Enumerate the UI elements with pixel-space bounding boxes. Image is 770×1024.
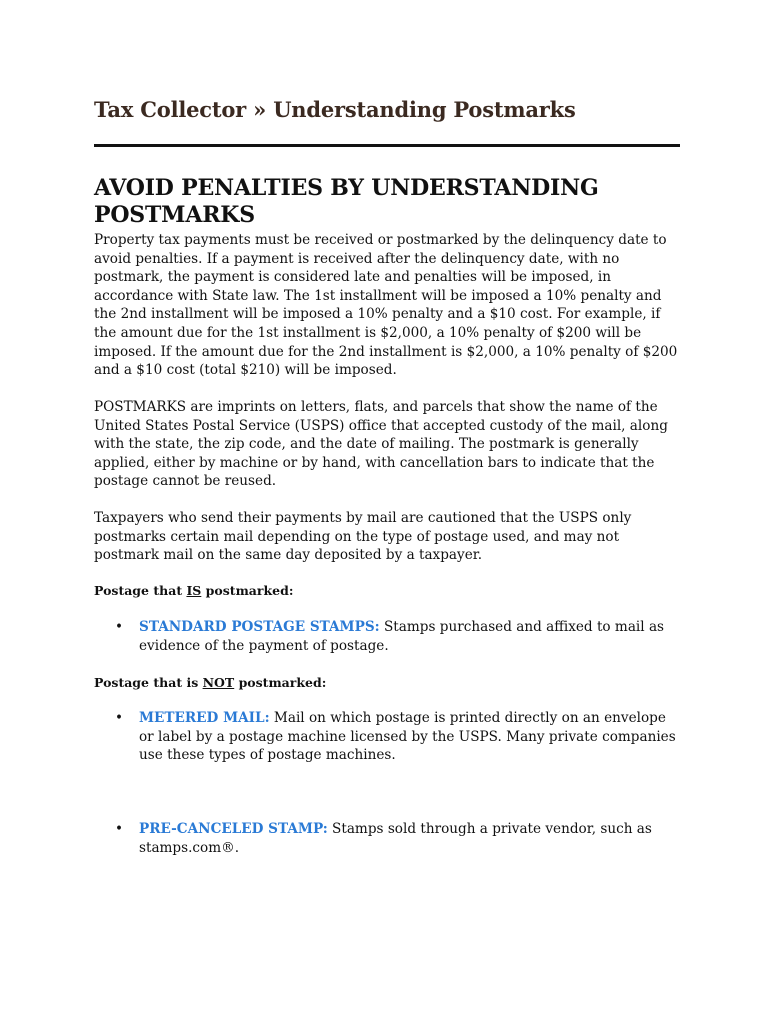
not-postmarked-label-emphasis: NOT bbox=[202, 675, 235, 690]
list-item-term: METERED MAIL: bbox=[139, 710, 270, 726]
bullet-icon: • bbox=[115, 821, 124, 837]
list-item-text bbox=[139, 618, 679, 655]
usps-caution-paragraph: Taxpayers who send their payments by mail are cautioned that the USPS only postmarks certain mail depending on the type of postage used, and may not postmark mail on the same day deposited by a taxpayer. bbox=[94, 510, 632, 564]
penalty-paragraph: Property tax payments must be received or postmarked by the delinquency date to avoid penalties. If a payment is received after the delinquency date, with no postmark, the payment is considered late and penalties will be imposed, in accordance with State law. The 1st installment will be imposed a 10% penalty and the 2nd installment will be imposed a 10% penalty and a $10 cost. For example, if the amount due for the 1st installment is $2,000, a 10% penalty of $200 will be imposed. If the amount due for the 2nd installment is $2,000, a 10% penalty of $200 and a $10 cost (total $210) will be imposed. bbox=[94, 232, 678, 379]
bullet-icon: • bbox=[115, 710, 124, 726]
list-item-term: STANDARD POSTAGE STAMPS: bbox=[139, 619, 380, 635]
list-item-description: Mail on which postage is printed directly on an envelope or label by a postage machine licensed by the USPS. Many private companies use these types of postage machines. bbox=[139, 710, 676, 764]
postmarked-label-after: postmarked: bbox=[201, 583, 294, 598]
section-headline: AVOID PENALTIES BY UNDERSTANDING POSTMARKS bbox=[94, 175, 599, 228]
postmarks-definition-paragraph: POSTMARKS are imprints on letters, flats, and parcels that show the name of the United States Postal Service (USPS) office that accepted custody of the mail, along with the state, the zip code, and the date of mailing. The postmark is generally applied, either by machine or by hand, with cancellation bars to indicate that the postage cannot be reused. bbox=[94, 399, 668, 490]
breadcrumb-title: Tax Collector » Understanding Postmarks bbox=[94, 97, 576, 122]
not-postmarked-label-after: postmarked: bbox=[234, 675, 327, 690]
heading-divider bbox=[94, 144, 680, 147]
not-postmarked-label bbox=[94, 675, 326, 690]
list-item-description: Stamps purchased and affixed to mail as evidence of the payment of postage. bbox=[139, 619, 665, 654]
not-postmarked-label-before: Postage that is bbox=[94, 675, 203, 690]
bullet-icon: • bbox=[115, 619, 124, 635]
list-item-text bbox=[139, 709, 679, 765]
postmarked-label-before: Postage that bbox=[94, 583, 187, 598]
list-item-text bbox=[139, 820, 679, 857]
list-item-description: Stamps sold through a private vendor, such as stamps.com®. bbox=[139, 821, 652, 856]
postmarked-label bbox=[94, 583, 293, 598]
postmarked-label-emphasis: IS bbox=[186, 583, 202, 598]
list-item-term: PRE-CANCELED STAMP: bbox=[139, 821, 328, 837]
